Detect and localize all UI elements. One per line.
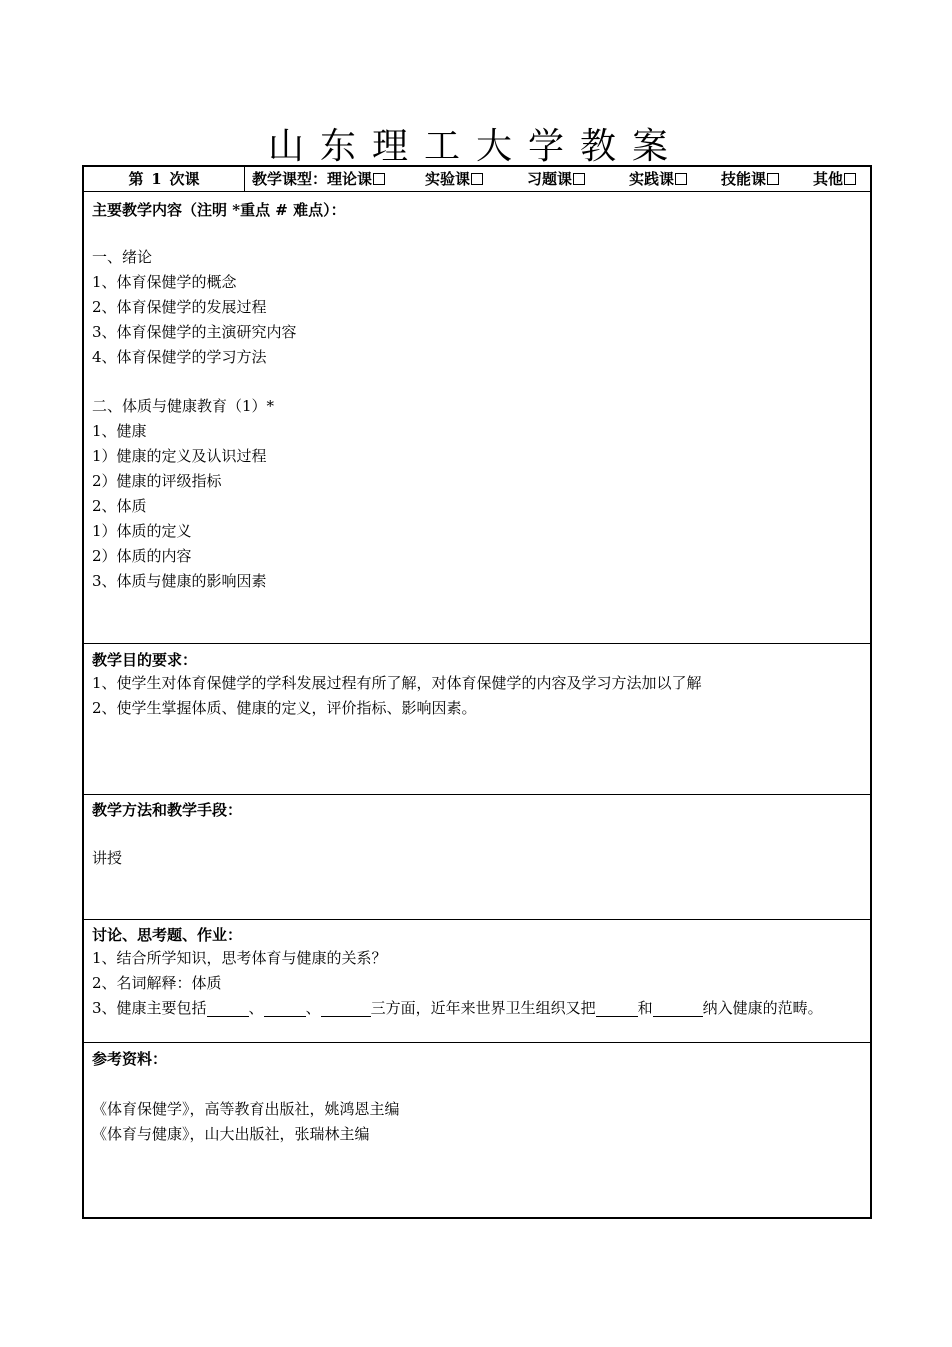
blank-line [321,1000,371,1017]
checkbox-icon [573,173,585,185]
checkbox-icon [844,173,856,185]
course-type-exercise [527,167,585,191]
course-type-label: 教学课型：理论课 [252,170,373,188]
question-text: 、 [305,998,321,1017]
lesson-number-cell [84,167,245,191]
objectives-section [84,644,870,795]
header-row [84,167,870,192]
list-item: 二、体质与健康教育（1）* [92,397,275,416]
homework-section [84,920,870,1043]
methods-body [92,846,122,871]
list-item: 3、体育保健学的主演研究内容 [92,322,297,341]
blank-line [207,1000,249,1017]
list-item: 2、体质 [92,496,147,515]
fill-in-question [92,996,823,1021]
question-text: 纳入健康的范畴。 [702,998,823,1017]
list-item: 1、结合所学知识，思考体育与健康的关系？ [92,949,387,967]
question-text: 、 [248,998,264,1017]
objectives-list [92,671,702,721]
checkbox-icon [767,173,779,185]
list-item: 2）健康的评级指标 [92,472,222,491]
list-item: 2、使学生掌握体质、健康的定义，评价指标、影响因素。 [92,698,477,717]
page-title: 山东理工大学教案 [267,126,684,167]
checkbox-icon [675,173,687,185]
list-item: 1、使学生对体育保健学的学科发展过程有所了解，对体育保健学的内容及学习方法加以了解 [92,674,702,692]
course-type-practice [629,167,687,191]
lesson-suffix: 次课 [169,170,200,188]
course-type-experiment [425,167,483,191]
content-section-title: 主要教学内容（注明 *重点 # 难点）： [92,201,346,219]
checkbox-icon [471,173,483,185]
content-list [92,245,297,593]
option-label: 其他 [813,170,844,188]
objectives-section-title: 教学目的要求： [92,651,198,669]
methods-text: 讲授 [92,849,123,867]
option-label: 技能课 [721,170,767,188]
question-text: 3、健康主要包括 [92,998,207,1017]
list-item: 1）体质的定义 [92,521,192,540]
list-item: 2）体质的内容 [92,546,192,565]
lesson-plan-table [82,165,872,1219]
blank-line [264,1000,306,1017]
homework-section-title: 讨论、思考题、作业： [92,926,243,944]
list-item: 1）健康的定义及认识过程 [92,447,267,466]
content-section [84,192,870,644]
blank-line [596,1000,638,1017]
course-type-skill [721,167,779,191]
question-text: 三方面，近年来世界卫生组织又把 [370,998,596,1017]
option-label: 习题课 [527,170,573,188]
course-type-theory [252,167,385,191]
list-item: 《体育保健学》，高等教育出版社，姚鸿恩主编 [92,1100,400,1118]
option-label: 实践课 [629,170,675,188]
list-item: 2、体育保健学的发展过程 [92,297,267,316]
checkbox-icon [373,173,385,185]
lesson-number: 1 [144,167,170,192]
list-item: 一、绪论 [92,248,153,266]
list-item: 4、体育保健学的学习方法 [92,347,267,366]
methods-section-title: 教学方法和教学手段： [92,801,243,819]
list-item: 1、体育保健学的概念 [92,272,237,291]
methods-section [84,795,870,920]
list-item: 3、体质与健康的影响因素 [92,571,267,590]
course-type-other [813,167,856,191]
list-item: 1、健康 [92,422,147,441]
lesson-prefix: 第 [128,170,144,188]
references-section-title: 参考资料： [92,1050,168,1068]
list-item: 2、名词解释：体质 [92,973,222,992]
list-item: 《体育与健康》，山大出版社，张瑞林主编 [92,1124,370,1143]
list-item [92,369,297,394]
blank-line [653,1000,703,1017]
question-text: 和 [637,998,653,1017]
references-section [84,1043,870,1219]
option-label: 实验课 [425,170,471,188]
references-list [92,1097,400,1147]
homework-list [92,946,823,1021]
